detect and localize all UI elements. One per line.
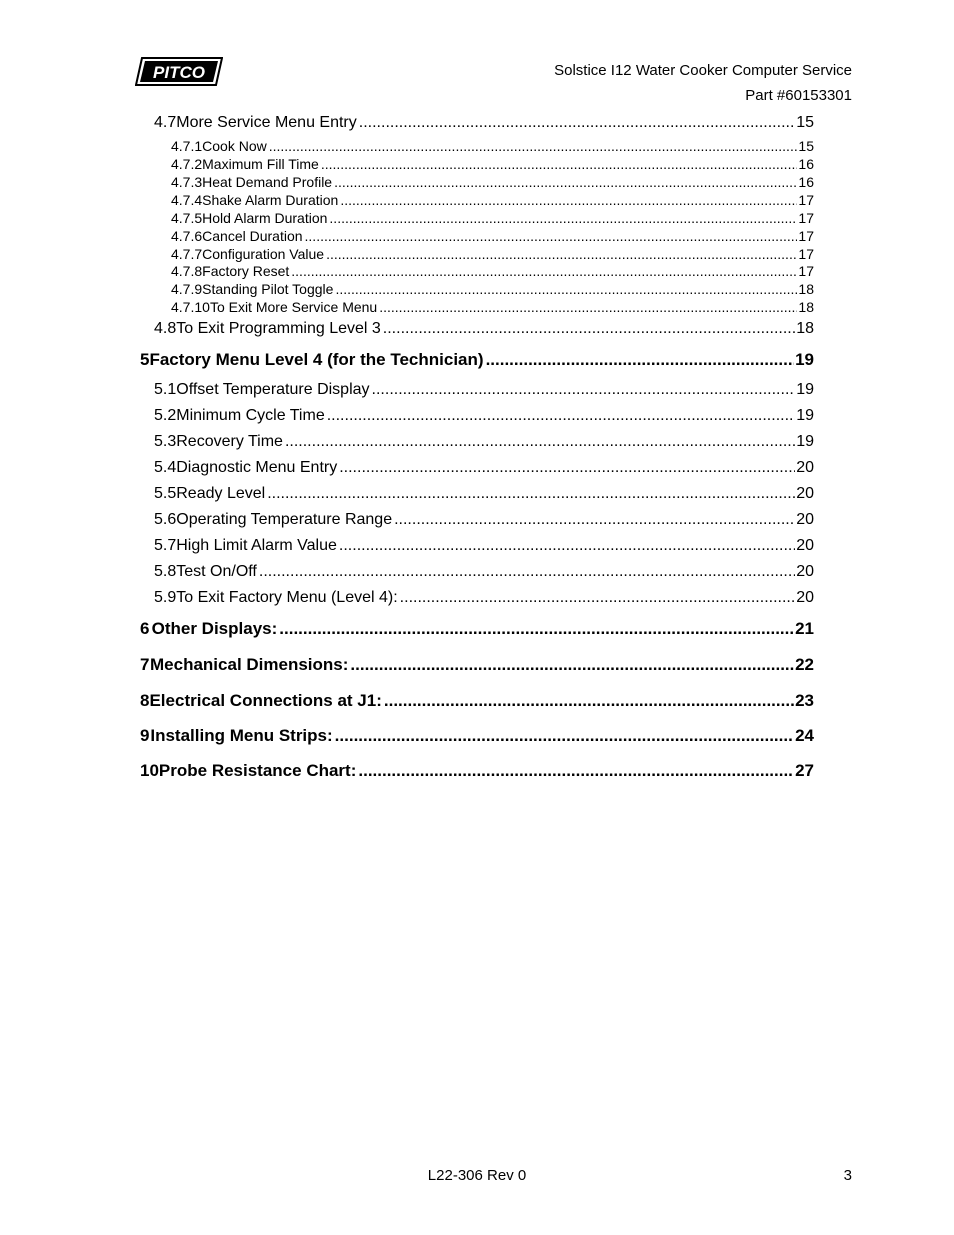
- toc-entry-number: 10: [140, 761, 159, 780]
- toc-entry-title: Test On/Off: [176, 563, 257, 580]
- toc-entry[interactable]: [171, 228, 814, 244]
- toc-entry-title: Offset Temperature Display: [176, 381, 370, 398]
- toc-entry-number: 4.7.6: [171, 228, 203, 244]
- toc-entry[interactable]: [171, 299, 814, 315]
- toc-entry-page: 17: [798, 192, 814, 208]
- toc-entry[interactable]: [171, 192, 814, 208]
- toc-entry-page: 20: [796, 589, 814, 606]
- toc-leader-dots: [394, 511, 795, 529]
- toc-entry-number: 5.3: [154, 433, 177, 450]
- toc-entry-number: 4.7.2: [171, 156, 203, 172]
- toc-entry-number: 4.7.7: [171, 246, 203, 262]
- toc-entry-page: 22: [795, 655, 814, 674]
- toc-entry-number: 4.7.4: [171, 192, 203, 208]
- toc-entry[interactable]: [171, 263, 814, 279]
- toc-entry-page: 15: [796, 114, 814, 131]
- toc-leader-dots: [321, 156, 798, 172]
- toc-entry[interactable]: [171, 246, 814, 262]
- toc-entry-title: Cook Now: [202, 138, 267, 154]
- toc-leader-dots: [400, 589, 796, 607]
- toc-entry-page: 15: [798, 138, 814, 154]
- toc-entry[interactable]: [154, 537, 814, 555]
- toc-entry[interactable]: [154, 459, 814, 477]
- toc-entry-title: More Service Menu Entry: [176, 114, 357, 131]
- toc-leader-dots: [305, 228, 798, 244]
- toc-entry-title: Operating Temperature Range: [176, 511, 393, 528]
- toc-entry-number: 6: [140, 619, 150, 638]
- toc-entry-page: 18: [798, 299, 814, 315]
- toc-entry-number: 4.7.5: [171, 210, 203, 226]
- toc-entry-page: 23: [795, 691, 814, 710]
- toc-entry-title: Electrical Connections at J1:: [149, 691, 382, 710]
- toc-leader-dots: [279, 619, 794, 639]
- toc-entry-title: Minimum Cycle Time: [176, 407, 325, 424]
- toc-leader-dots: [291, 263, 797, 279]
- toc-entry-page: 21: [795, 619, 814, 638]
- toc-entry-title: Hold Alarm Duration: [202, 210, 328, 226]
- toc-entry[interactable]: [140, 691, 814, 711]
- toc-entry-page: 20: [796, 537, 814, 554]
- toc-entry-number: 4.8: [154, 320, 177, 337]
- toc-entry-title: To Exit More Service Menu: [209, 299, 378, 315]
- toc-entry[interactable]: [171, 138, 814, 154]
- toc-entry-number: 5.9: [154, 589, 177, 606]
- toc-entry[interactable]: [154, 320, 814, 338]
- toc-leader-dots: [358, 761, 794, 781]
- toc-leader-dots: [335, 281, 797, 297]
- toc-entry-title: Standing Pilot Toggle: [202, 281, 334, 297]
- toc-entry-title: To Exit Factory Menu (Level 4):: [176, 589, 398, 606]
- toc-entry-number: 5.6: [154, 511, 177, 528]
- toc-entry-number: 4.7.1: [171, 138, 203, 154]
- toc-leader-dots: [326, 246, 797, 262]
- footer-page-number: 3: [843, 1167, 852, 1184]
- toc-entry-number: 4.7: [154, 114, 177, 131]
- toc-entry[interactable]: [154, 485, 814, 503]
- toc-entry-title: To Exit Programming Level 3: [176, 320, 381, 337]
- toc-leader-dots: [267, 485, 795, 503]
- toc-entry-number: 9: [140, 726, 150, 745]
- toc-entry-title: Ready Level: [176, 485, 266, 502]
- toc-entry[interactable]: [140, 619, 814, 639]
- toc-leader-dots: [285, 433, 795, 451]
- toc-leader-dots: [339, 537, 795, 555]
- toc-entry-number: 5: [140, 350, 150, 369]
- toc-entry-page: 16: [798, 156, 814, 172]
- toc-entry[interactable]: [171, 281, 814, 297]
- toc-entry[interactable]: [154, 511, 814, 529]
- toc-entry-page: 16: [798, 174, 814, 190]
- toc-leader-dots: [384, 691, 794, 711]
- toc-entry-page: 18: [796, 320, 814, 337]
- toc-entry[interactable]: [140, 350, 814, 370]
- toc-entry-number: 7: [140, 655, 150, 674]
- toc-entry-title: Maximum Fill Time: [202, 156, 319, 172]
- toc-entry-title: Installing Menu Strips:: [150, 726, 333, 745]
- toc-entry[interactable]: [154, 563, 814, 581]
- toc-entry[interactable]: [154, 407, 814, 425]
- toc-entry[interactable]: [154, 433, 814, 451]
- toc-entry[interactable]: [154, 589, 814, 607]
- toc-leader-dots: [335, 726, 794, 746]
- toc-entry-number: 4.7.3: [171, 174, 203, 190]
- toc-entry-page: 17: [798, 246, 814, 262]
- toc-entry[interactable]: [154, 381, 814, 399]
- part-number: Part #60153301: [745, 87, 852, 104]
- toc-entry-title: Mechanical Dimensions:: [150, 655, 349, 674]
- toc-entry-page: 19: [795, 350, 814, 369]
- toc-entry[interactable]: [171, 210, 814, 226]
- page-header: [554, 58, 852, 108]
- toc-entry-title: Cancel Duration: [202, 228, 303, 244]
- toc-entry-number: 5.2: [154, 407, 177, 424]
- toc-leader-dots: [350, 655, 794, 675]
- toc-leader-dots: [259, 563, 795, 581]
- toc-entry[interactable]: [154, 114, 814, 132]
- toc-leader-dots: [340, 192, 797, 208]
- toc-entry-page: 20: [796, 485, 814, 502]
- toc-entry-title: Other Displays:: [151, 619, 278, 638]
- toc-leader-dots: [329, 210, 797, 226]
- pitco-logo: [135, 56, 223, 87]
- toc-entry-number: 5.7: [154, 537, 177, 554]
- toc-entry-title: Factory Menu Level 4 (for the Technician): [149, 350, 484, 369]
- toc-entry-title: Factory Reset: [202, 263, 290, 279]
- toc-leader-dots: [486, 350, 795, 370]
- toc-entry-title: Configuration Value: [202, 246, 325, 262]
- toc-entry-title: Recovery Time: [176, 433, 283, 450]
- toc-entry-page: 19: [796, 433, 814, 450]
- toc-leader-dots: [383, 320, 795, 338]
- toc-entry[interactable]: [140, 726, 814, 746]
- footer-doc-code: L22-306 Rev 0: [427, 1167, 527, 1184]
- toc-entry-number: 4.7.10: [171, 299, 210, 315]
- toc-entry-page: 20: [796, 459, 814, 476]
- toc-entry-number: 4.7.9: [171, 281, 203, 297]
- toc-leader-dots: [359, 114, 795, 132]
- toc-entry-page: 17: [798, 228, 814, 244]
- toc-entry-title: Heat Demand Profile: [202, 174, 333, 190]
- toc-leader-dots: [339, 459, 795, 477]
- toc-entry-page: 17: [798, 263, 814, 279]
- toc-entry-page: 24: [795, 726, 814, 745]
- document-title: Solstice I12 Water Cooker Computer Service: [554, 62, 852, 79]
- toc-leader-dots: [269, 138, 798, 154]
- toc-entry-page: 27: [795, 761, 814, 780]
- toc-entry-number: 8: [140, 691, 150, 710]
- toc-leader-dots: [372, 381, 796, 399]
- toc-entry-number: 5.8: [154, 563, 177, 580]
- toc-entry-page: 18: [798, 281, 814, 297]
- toc-entry-title: Diagnostic Menu Entry: [176, 459, 338, 476]
- toc-leader-dots: [334, 174, 797, 190]
- toc-entry-page: 20: [796, 563, 814, 580]
- toc-entry-number: 4.7.8: [171, 263, 203, 279]
- toc-entry-number: 5.1: [154, 381, 177, 398]
- toc-entry[interactable]: [171, 156, 814, 172]
- toc-entry-page: 19: [796, 381, 814, 398]
- toc-entry-number: 5.4: [154, 459, 177, 476]
- toc-entry[interactable]: [140, 761, 814, 781]
- toc-entry-page: 20: [796, 511, 814, 528]
- toc-entry-number: 5.5: [154, 485, 177, 502]
- toc-entry-title: High Limit Alarm Value: [176, 537, 337, 554]
- logo-text: PITCO: [153, 63, 205, 82]
- toc-entry-title: Shake Alarm Duration: [202, 192, 339, 208]
- toc-leader-dots: [327, 407, 795, 425]
- toc-entry[interactable]: [140, 655, 814, 675]
- toc-leader-dots: [379, 299, 797, 315]
- toc-entry[interactable]: [171, 174, 814, 190]
- toc-entry-page: 17: [798, 210, 814, 226]
- toc-entry-page: 19: [796, 407, 814, 424]
- toc-entry-title: Probe Resistance Chart:: [158, 761, 357, 780]
